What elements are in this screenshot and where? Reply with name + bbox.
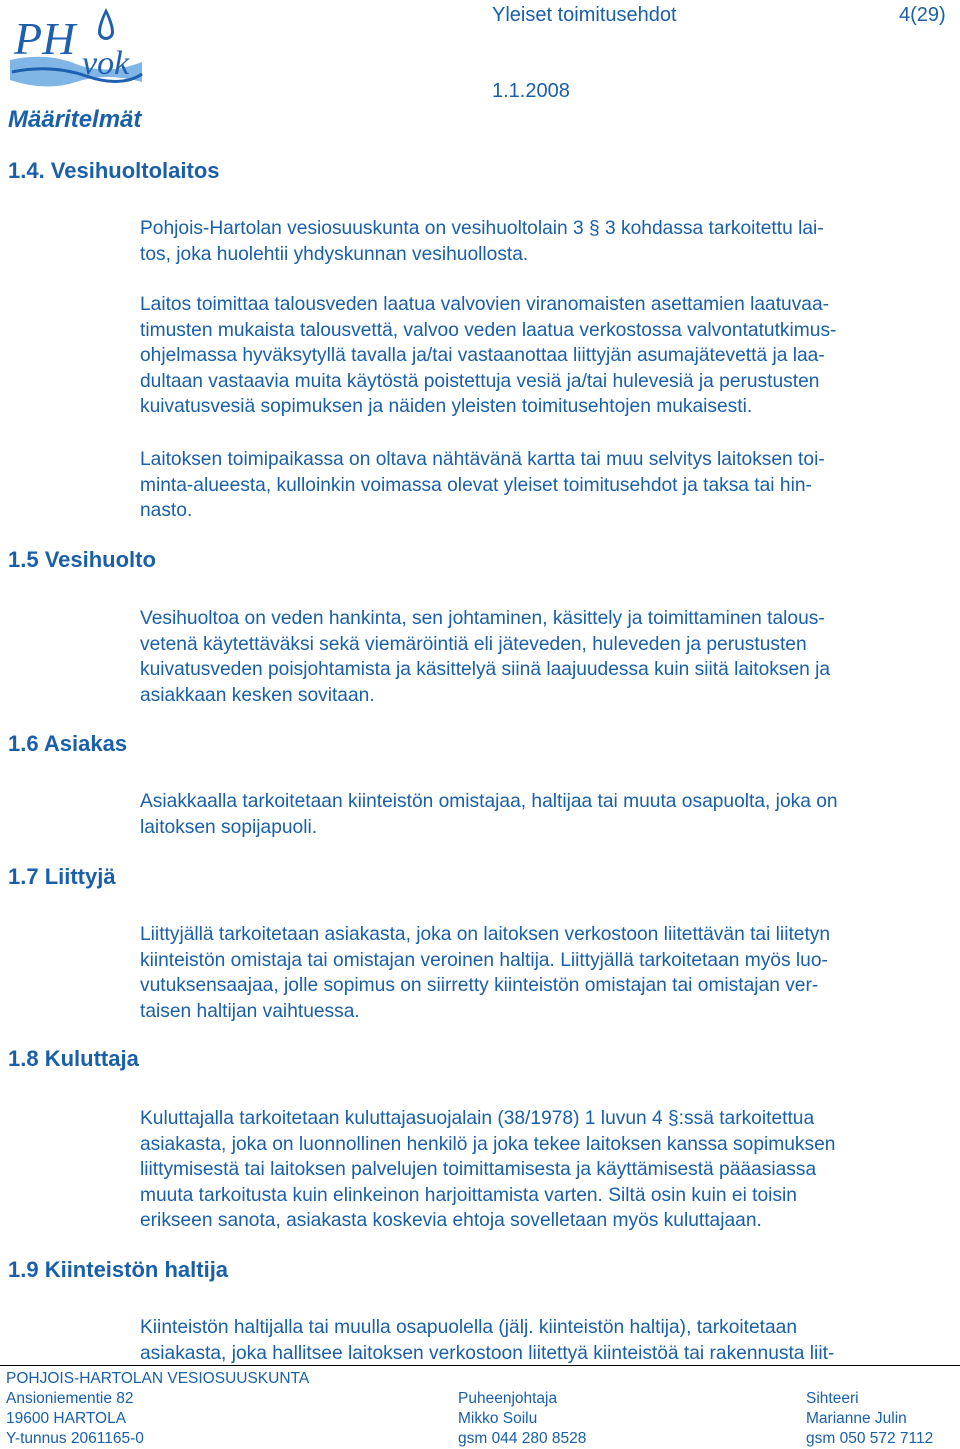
text-line: minta-alueesta, kulloinkin voimassa olevat yleiset toimitusehdot ja taksa tai hin- [140,474,812,496]
text-line: Laitoksen toimipaikassa on oltava nähtävänä kartta tai muu selvitys laitoksen toi- [140,449,825,470]
text-line: Kuluttajalla tarkoitetaan kuluttajasuojalain (38/1978) 1 luvun 4 §:ssä tarkoitettua [140,1108,815,1129]
text-line: kiinteistön omistaja tai omistajan veroinen haltija. Liittyjällä tarkoitetaan myös luo- [140,949,828,971]
text-line: asiakasta, joka hallitsee laitoksen verkostoon liitettyä kiinteistöä tai rakennusta liit- [140,1342,835,1364]
section-heading-1-5: 1.5 Vesihuolto [8,547,156,572]
footer-chair-column [458,1389,586,1449]
text-line: Vesihuoltoa on veden hankinta, sen johtaminen, käsittely ja toimittaminen talous- [140,608,825,629]
paragraph-1-4-a [140,216,952,267]
text-line: kuivatusveden poisjohtamista ja käsittelyä siinä laajuudessa kuin siitä laitoksen ja [140,659,831,681]
text-line: laitoksen sopijapuoli. [140,816,318,838]
logo-graphic [6,2,146,90]
text-line: Liittyjällä tarkoitetaan asiakasta, joka on laitoksen verkostoon liitettävän tai liitetyn [140,924,831,945]
text-line: asiakkaan kesken sovitaan. [140,684,375,706]
footer-secretary-column [806,1389,933,1449]
footer-address: Ansioniementie 82 [6,1390,134,1407]
footer-org-column [6,1369,309,1449]
text-line: asiakasta, joka on luonnollinen henkilö ja joka tekee laitoksen kanssa sopimuksen [140,1133,836,1155]
text-line: vutuksensaajaa, jolle sopimus on siirretty kiinteistön omistajan tai omistajan ver- [140,975,819,997]
footer-secretary-title: Sihteeri [806,1390,859,1407]
paragraph-1-5 [140,606,952,708]
section-heading-1-7: 1.7 Liittyjä [8,864,116,889]
footer-divider [0,1365,960,1366]
text-line: kuivatusvesiä sopimuksen ja näiden yleisten toimitusehtojen mukaisesti. [140,396,753,418]
text-line: Kiinteistön haltijalla tai muulla osapuolella (jälj. kiinteistön haltija), tarkoitetaan [140,1317,797,1338]
section-heading-1-9: 1.9 Kiinteistön haltija [8,1257,229,1282]
svg-text:vok: vok [82,45,130,82]
footer-chair-title: Puheenjohtaja [458,1390,558,1407]
footer-postal: 19600 HARTOLA [6,1410,127,1427]
text-line: Laitos toimittaa talousveden laatua valvovien viranomaisten asettamien laatuvaa- [140,294,830,315]
text-line: ohjelmassa hyväksytyllä tavalla ja/tai vastaanottaa liittyjän asumajätevettä ja laa- [140,345,825,367]
company-logo [6,2,146,90]
text-line: vetenä käytettäväksi sekä viemäröintiä eli jäteveden, huleveden ja perustusten [140,633,807,655]
text-line: taisen haltijan vaihtuessa. [140,1000,360,1022]
text-line: erikseen sanota, asiakasta koskevia ehtoja sovelletaan myös kuluttajaan. [140,1210,762,1232]
footer-secretary-name: Marianne Julin [806,1410,907,1427]
document-date: 1.1.2008 [492,80,570,102]
page-number: 4(29) [899,4,946,26]
section-heading-1-4: 1.4. Vesihuoltolaitos [8,158,220,183]
section-heading-1-8: 1.8 Kuluttaja [8,1046,139,1071]
main-heading: Määritelmät [8,106,142,133]
paragraph-1-8 [140,1106,952,1234]
paragraph-1-4-c [140,447,952,524]
text-line: muuta tarkoitusta kuin elinkeinon harjoittamista varten. Siltä osin kuin ei toisin [140,1184,797,1206]
text-line: nasto. [140,500,193,522]
text-line: dultaan vastaavia muita käytöstä poistettuja vesiä ja/tai hulevesiä ja perustusten [140,370,820,392]
text-line: liittymisestä tai laitoksen palvelujen toimittamisesta ja käyttämisestä pääasiassa [140,1159,817,1181]
paragraph-1-4-b [140,292,952,420]
footer-secretary-phone: gsm 050 572 7112 [806,1430,934,1447]
text-line: Asiakkaalla tarkoitetaan kiinteistön omistajaa, haltijaa tai muuta osapuolta, joka on [140,791,838,812]
svg-text:PH: PH [14,13,76,64]
document-title: Yleiset toimitusehdot [492,4,677,26]
text-line: tos, joka huolehtii yhdyskunnan vesihuollosta. [140,243,529,265]
footer-chair-phone: gsm 044 280 8528 [458,1430,587,1447]
footer-org-name: POHJOIS-HARTOLAN VESIOSUUSKUNTA [6,1370,310,1387]
paragraph-1-7 [140,922,952,1024]
text-line: Pohjois-Hartolan vesiosuuskunta on vesihuoltolain 3 § 3 kohdassa tarkoitettu lai- [140,218,824,239]
paragraph-1-9 [140,1315,952,1366]
footer-chair-name: Mikko Soilu [458,1410,538,1427]
section-heading-1-6: 1.6 Asiakas [8,731,128,756]
paragraph-1-6 [140,789,952,840]
footer-business-id: Y-tunnus 2061165-0 [6,1430,144,1447]
text-line: timusten mukaista talousvettä, valvoo veden laatua verkostossa valvontatutkimus- [140,319,837,341]
